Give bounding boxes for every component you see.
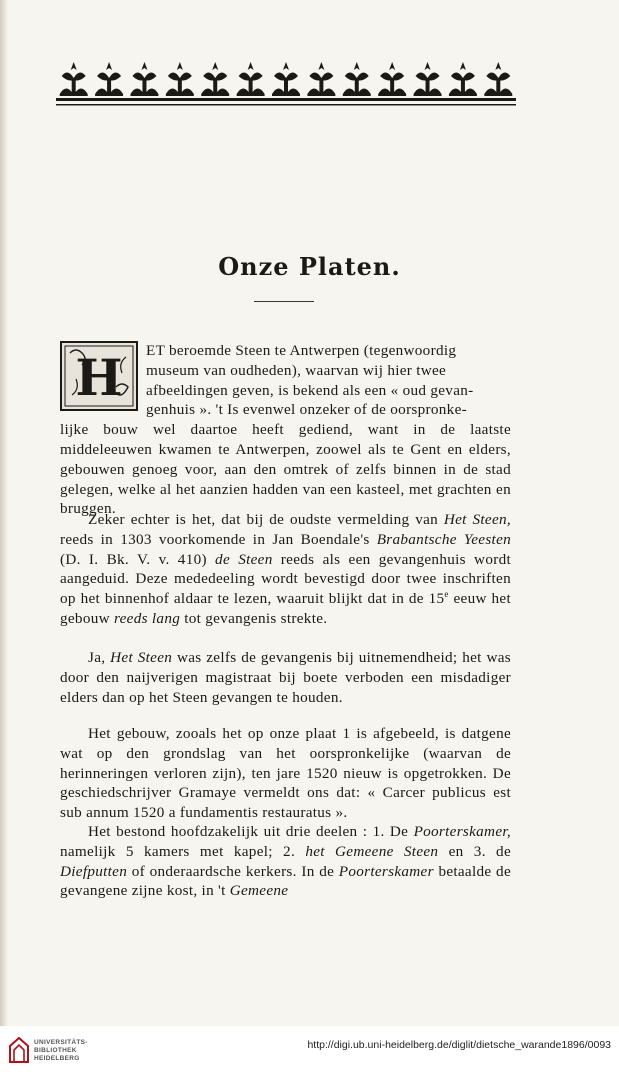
p2-italic-het-steen: Het Steen, [443, 511, 511, 528]
scan-edge [0, 0, 8, 1076]
p1-rest: lijke bouw wel daartoe heeft gediend, want in de laatste middeleeuwen kwamen te Antwerpen, zoowel als te Gent en elders, gebouwen genoeg voor, aan den omtrek of zelfs binnen in de stad gelegen, welke al het aanzien hadden van een kasteel, met grachten en bruggen. [60, 421, 511, 518]
p1-line-2: museum van oudheden), waarvan wij hier twee [146, 361, 447, 379]
p5-italic-gemeene-steen: het Gemeene Steen [305, 842, 439, 860]
p5-text-e: betaalde de gevangene zijne kost, in 't [60, 862, 511, 900]
source-url-link[interactable]: http://digi.ub.uni-heidelberg.de/diglit/dietsche_warande1896/0093 [307, 1039, 611, 1051]
p2-text-a: Zeker echter is het, dat bij de oudste vermelding van [88, 511, 444, 528]
p3-italic-het-steen: Het Steen [110, 649, 173, 666]
footer-bar [0, 1026, 619, 1076]
ornament-motif [237, 62, 265, 96]
p2-text-e: eeuw het gebouw [60, 590, 511, 627]
p2-text-b: reeds in 1303 voorkomende in Jan Boendale's [60, 530, 377, 548]
library-logo-icon [8, 1036, 30, 1064]
p1-line-1: ET beroemde Steen te Antwerpen (tegenwoordig [146, 342, 457, 359]
ornament-motif [201, 62, 229, 96]
library-line-1: UNIVERSITÄTS- [34, 1039, 88, 1046]
paragraph-4: Het gebouw, zooals het op onze plaat 1 is afgebeeld, is datgene wat op den grondslag van het oorspronkelijke (waarvan de herinneringen verloren zijn), ten jare 1520 nieuw is opgetrokken. De geschiedschrijver Gramaye vermeldt ons dat: « Carcer publicus est sub annum 1520 a fundamentis restauratus ». [60, 725, 511, 822]
p5-italic-gemeene: Gemeene [229, 882, 289, 900]
ornament-motif [449, 62, 477, 96]
paragraph-3 [60, 648, 511, 707]
p5-italic-poorterskamer-2: Poorterskamer [338, 862, 434, 880]
p5-italic-poorterskamer: Poorterskamer, [413, 823, 511, 840]
ornament-motif [378, 62, 406, 96]
p2-italic-reeds-lang: reeds lang [113, 609, 181, 627]
p2-text-c: (D. I. Bk. V. v. 410) [60, 550, 216, 568]
paragraph-2 [60, 510, 511, 629]
ornament-motif [130, 62, 158, 96]
p1-line-4: genhuis ». 't Is evenwel onzeker of de oorspronke- [146, 401, 467, 419]
library-name [34, 1039, 88, 1063]
ornament-motif [414, 62, 442, 96]
p3-text-a: Ja, [88, 649, 111, 666]
p5-text-b: namelijk 5 kamers met kapel; 2. [60, 842, 306, 860]
p2-text-f: tot gevangenis strekte. [180, 609, 328, 627]
ornament-motif [166, 62, 194, 96]
ornament-motif [484, 62, 512, 96]
library-line-2: BIBLIOTHEK [34, 1047, 77, 1054]
p2-text-d: reeds als een gevangenhuis wordt aangeduid. Deze mededeeling wordt bevestigd door twee inschriften op het binnenhof aldaar te lezen, waaruit blijkt dat in de 15 [60, 550, 511, 608]
p2-italic-de-steen: de Steen [215, 550, 273, 568]
ornament-motif [307, 62, 335, 96]
p3-text-b: was zelfs de gevangenis bij uitnemendheid; het was door den naijverigen magistraat bij boete verboden een misdadiger elders dan op het Steen gevangen te houden. [60, 649, 511, 706]
floral-ornament-band [56, 58, 516, 110]
ornament-motif [272, 62, 300, 96]
p2-italic-brabantsche: Brabantsche Yeesten [376, 530, 512, 548]
p1-line-3: afbeeldingen geven, is bekend als een « oud gevan- [146, 381, 474, 399]
library-line-3: HEIDELBERG [34, 1055, 80, 1062]
ornament-motif [95, 62, 123, 96]
title-divider [254, 301, 314, 302]
p5-text-a: Het bestond hoofdzakelijk uit drie deelen : 1. De [88, 823, 414, 840]
ornament-motif [343, 62, 371, 96]
dropcap-letter: H [75, 348, 123, 407]
p2-superscript: e [444, 589, 449, 600]
paragraph-5 [60, 822, 511, 901]
ornament-motif [60, 62, 88, 96]
p5-text-d: of onderaardsche kerkers. In de [127, 862, 339, 880]
paragraph-1 [60, 341, 511, 519]
p5-italic-diefputten: Diefputten [60, 862, 128, 880]
page-title: Onze Platen. [218, 252, 401, 281]
p5-text-c: en 3. de [438, 842, 511, 860]
